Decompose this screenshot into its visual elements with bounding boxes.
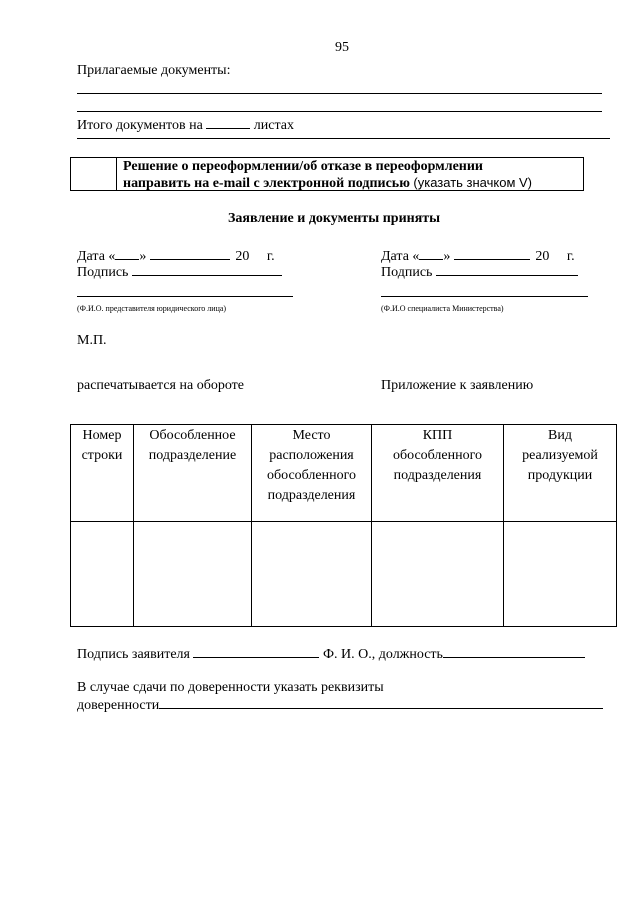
proxy-row	[77, 696, 603, 714]
total-documents-prefix: Итого документов на	[77, 118, 203, 133]
table-cell-location[interactable]	[252, 522, 372, 627]
col-header-subdivision	[134, 425, 252, 522]
applicant-signature-row	[77, 645, 585, 663]
left-date-month-field[interactable]	[150, 247, 230, 260]
right-signature-row	[381, 263, 578, 281]
right-date-year: 20	[535, 249, 550, 264]
total-documents-row	[77, 116, 294, 134]
applicant-signature-label: Подпись заявителя	[77, 647, 190, 662]
col-header-line: подразделения	[393, 468, 482, 483]
col-header-line: Обособленное	[149, 428, 236, 443]
total-documents-suffix: листах	[253, 118, 294, 133]
total-documents-count-field[interactable]	[206, 116, 250, 129]
table-cell-row-number[interactable]	[71, 522, 134, 627]
decision-email-text: направить на e-mail с электронной подписью	[123, 176, 410, 191]
table-cell-product-type[interactable]	[504, 522, 617, 627]
col-header-line: обособленного	[392, 448, 483, 463]
col-header-line: Номер	[82, 428, 122, 443]
right-signature-field[interactable]	[436, 263, 578, 276]
table-cell-subdivision[interactable]	[134, 522, 252, 627]
right-date-month-field[interactable]	[454, 247, 530, 260]
col-header-line: Место	[292, 428, 331, 443]
page-number: 95	[335, 40, 349, 55]
table-cell-kpp[interactable]	[372, 522, 504, 627]
stamp-label: М.П.	[77, 333, 107, 348]
col-header-line: подразделение	[148, 448, 237, 463]
proxy-label: доверенности	[77, 698, 160, 713]
left-signature-label: Подпись	[77, 265, 129, 280]
col-header-line: расположения	[269, 448, 354, 463]
right-date-prefix: Дата «	[381, 249, 420, 264]
left-fio-caption: (Ф.И.О. представителя юридического лица)	[77, 304, 227, 313]
col-header-line: КПП	[422, 428, 453, 443]
right-date-mid: »	[443, 249, 451, 264]
col-header-location	[252, 425, 372, 522]
decision-line-2	[123, 175, 532, 192]
col-header-line: обособленного	[266, 468, 357, 483]
right-fio-caption: (Ф.И.О специалиста Министерства)	[381, 304, 504, 313]
col-header-line: продукции	[527, 468, 593, 483]
left-date-prefix: Дата «	[77, 249, 116, 264]
attached-documents-line-1	[77, 93, 602, 94]
decision-checkbox-cell[interactable]	[71, 158, 117, 190]
accepted-title: Заявление и документы приняты	[228, 211, 441, 226]
left-date-mid: »	[139, 249, 147, 264]
left-fio-line[interactable]	[77, 296, 293, 297]
right-date-day-field[interactable]	[419, 247, 443, 260]
attached-documents-line-2	[77, 111, 602, 112]
fio-position-label: Ф. И. О., должность	[322, 647, 443, 662]
applicant-signature-field[interactable]	[193, 645, 319, 658]
col-header-line: Вид	[548, 428, 572, 443]
right-signature-label: Подпись	[381, 265, 433, 280]
table-row	[71, 522, 617, 627]
left-date-day-field[interactable]	[115, 247, 139, 260]
left-date-year-suffix: г.	[266, 249, 275, 264]
table-header-row	[71, 425, 617, 522]
proxy-line-1: В случае сдачи по доверенности указать реквизиты	[77, 680, 384, 695]
total-documents-line	[77, 138, 610, 139]
appendix-title: Приложение к заявлению	[381, 378, 534, 393]
decision-note: (указать значком V)	[413, 175, 533, 190]
left-signature-field[interactable]	[132, 263, 282, 276]
col-header-line: строки	[81, 448, 123, 463]
fio-position-field[interactable]	[443, 645, 585, 658]
attached-documents-label: Прилагаемые документы:	[77, 63, 231, 78]
right-fio-line[interactable]	[381, 296, 588, 297]
col-header-product-type	[504, 425, 617, 522]
decision-box	[70, 157, 584, 191]
col-header-line: реализуемой	[522, 448, 598, 463]
col-header-kpp	[372, 425, 504, 522]
col-header-line: подразделения	[267, 488, 356, 503]
subdivisions-table	[70, 424, 617, 627]
reverse-note: распечатывается на обороте	[77, 378, 244, 393]
left-date-year: 20	[235, 249, 250, 264]
left-signature-row	[77, 263, 282, 281]
right-date-year-suffix: г.	[566, 249, 575, 264]
col-header-row-number	[71, 425, 134, 522]
decision-line-1: Решение о переоформлении/об отказе в переоформлении	[123, 159, 483, 174]
proxy-details-field[interactable]	[159, 696, 603, 709]
